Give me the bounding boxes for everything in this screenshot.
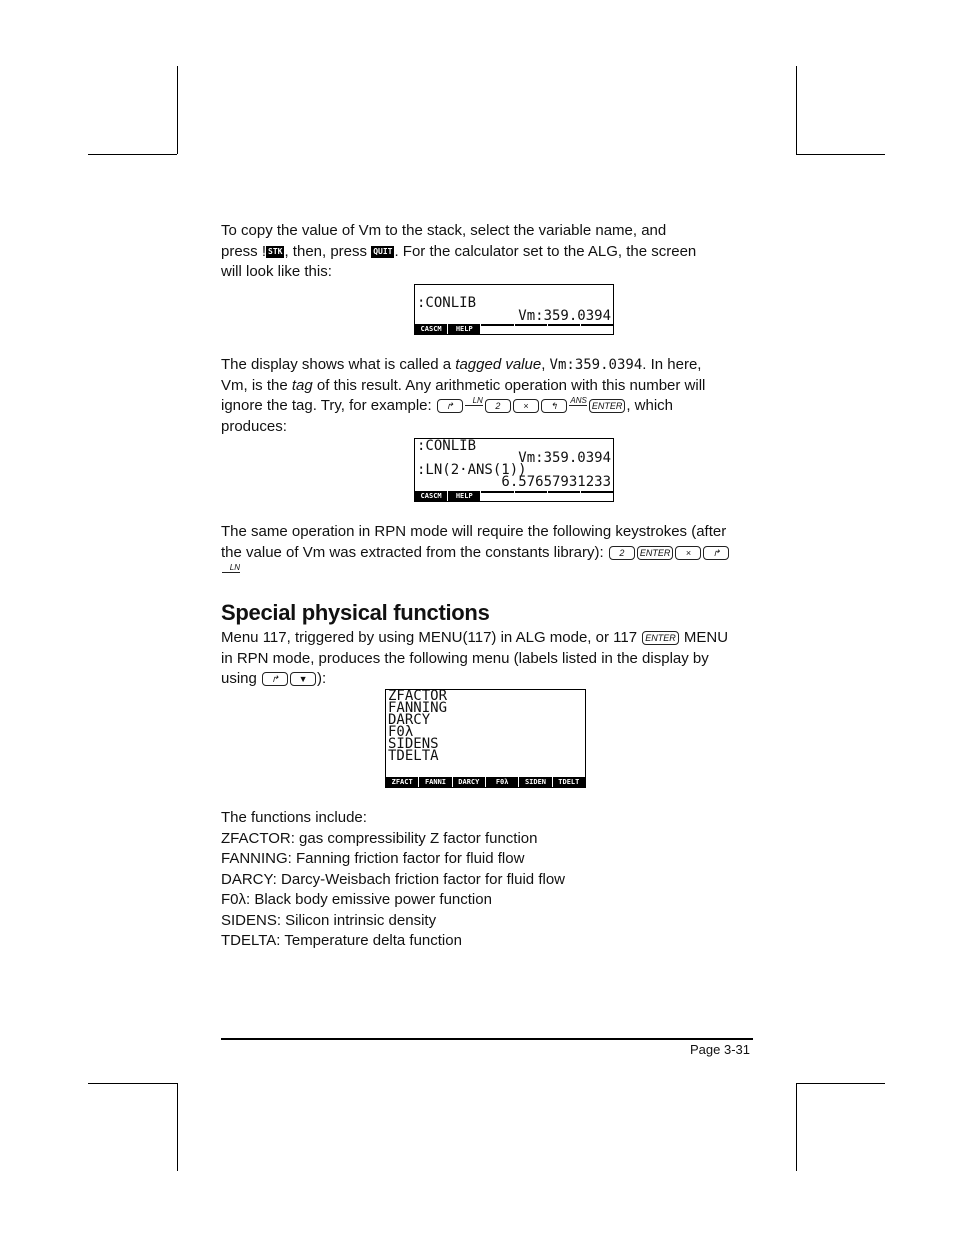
softkey-label: TDELT [553, 777, 585, 787]
times-key-icon: × [675, 546, 701, 560]
ln-shift-label: LN [222, 563, 240, 573]
crop-mark [796, 1083, 885, 1084]
crop-mark [88, 154, 177, 155]
enter-key-icon: ENTER [589, 399, 626, 413]
softkey-label: FANNI [419, 777, 451, 787]
list-item: F0λ: Black body emissive power function [221, 891, 492, 908]
text-fragment: of this result. Any arithmetic operation with this number will [312, 376, 706, 394]
screen-row: ZFACTOR [388, 689, 448, 704]
text-line [221, 563, 756, 584]
text-fragment: the value of Vm was extracted from the constants library): [221, 543, 608, 561]
crop-mark [796, 1083, 797, 1171]
text-fragment: press ! [221, 242, 267, 260]
softkey-label: CASCM [415, 324, 447, 334]
text-fragment: MENU [679, 629, 729, 646]
text-line: The same operation in RPN mode will require the following keystrokes (after [221, 523, 727, 540]
paragraph-tagged-value [221, 355, 756, 437]
softkey-label [548, 491, 580, 501]
calculator-screen-3 [385, 689, 586, 788]
text-fragment: Vm, is the [221, 376, 292, 394]
screen-row: 6.57657931233 [501, 474, 611, 490]
text-line: in RPN mode, produces the following menu (labels listed in the display by [221, 649, 709, 667]
crop-mark [88, 1083, 177, 1084]
stk-softkey-icon: STK [268, 246, 283, 256]
crop-mark [796, 154, 885, 155]
softkey-label: CASCM [415, 491, 447, 501]
softkey-label [481, 491, 513, 501]
list-item: DARCY: Darcy-Weisbach friction factor for fluid flow [221, 870, 565, 888]
calculator-screen-1 [414, 284, 614, 335]
two-key-icon: 2 [609, 546, 635, 560]
softkey-menu [386, 777, 585, 787]
screen-row: TDELTA [388, 748, 439, 764]
text-fragment: ): [317, 670, 327, 687]
text-line [221, 355, 756, 376]
text-line [221, 376, 756, 397]
tagged-value-code: Vm:359.0394 [549, 357, 643, 373]
screen-row: SIDENS [388, 736, 439, 752]
screen-row: F0λ [388, 724, 414, 740]
text-fragment: ignore the tag. Try, for example: [221, 397, 436, 414]
right-shift-key-icon: ↱ [437, 399, 463, 413]
list-item: SIDENS: Silicon intrinsic density [221, 911, 437, 929]
softkey-menu [415, 491, 613, 501]
screen-row: :CONLIB [417, 295, 477, 311]
list-item: FANNING: Fanning friction factor for fluid flow [221, 850, 525, 867]
text-fragment: The display shows what is called a [221, 356, 456, 373]
text-line: will look like this: [221, 263, 332, 280]
page-number: Page 3-31 [690, 1042, 750, 1057]
crop-mark [177, 1083, 178, 1171]
list-intro: The functions include: [221, 809, 367, 826]
softkey-label [581, 324, 613, 334]
crop-mark [177, 66, 178, 154]
softkey-menu [415, 324, 613, 334]
text-line: To copy the value of Vm to the stack, select the variable name, and [221, 222, 667, 239]
softkey-label: F0λ [486, 777, 518, 787]
enter-key-icon: ENTER [637, 546, 674, 560]
softkey-label: SIDEN [519, 777, 551, 787]
text-line [221, 396, 756, 417]
paragraph-menu-117 [221, 628, 756, 690]
screen-row: DARCY [388, 712, 431, 728]
list-item: ZFACTOR: gas compressibility Z factor function [221, 829, 538, 847]
paragraph-copy-value [221, 221, 756, 283]
screen-row: :CONLIB [417, 438, 477, 454]
text-emphasis: tag [291, 376, 313, 394]
softkey-label [515, 491, 547, 501]
text-line [221, 543, 756, 564]
softkey-label [581, 491, 613, 501]
ans-shift-label: ANS [570, 396, 587, 405]
paragraph-rpn-mode [221, 522, 756, 584]
text-fragment: , [541, 356, 550, 373]
section-heading: Special physical functions [221, 600, 490, 625]
ln-shift-label: LN [465, 396, 483, 406]
list-item: TDELTA: Temperature delta function [221, 932, 462, 949]
text-line [221, 628, 756, 649]
softkey-label [481, 324, 513, 334]
calculator-screen-2 [414, 438, 614, 502]
text-fragment: , then, press [284, 242, 372, 260]
softkey-label: ZFACT [386, 777, 418, 787]
softkey-label: HELP [448, 491, 480, 501]
softkey-label: HELP [448, 324, 480, 334]
right-shift-key-icon: ↱ [703, 546, 729, 560]
screen-row: FANNING [388, 700, 448, 716]
text-fragment: , which [626, 397, 674, 414]
text-line [221, 669, 756, 690]
quit-softkey-icon: QUIT [373, 246, 393, 256]
right-shift-key-icon: ↱ [262, 672, 288, 686]
times-key-icon: × [513, 399, 539, 413]
functions-list [221, 808, 756, 952]
text-fragment: . For the calculator set to the ALG, the screen [394, 242, 697, 260]
softkey-label [515, 324, 547, 334]
text-line: produces: [221, 417, 287, 435]
left-shift-key-icon: ↰ [541, 399, 567, 413]
text-line [221, 242, 756, 263]
screen-row: Vm:359.0394 [518, 450, 611, 466]
softkey-label: DARCY [453, 777, 485, 787]
screen-row: :LN(2·ANS(1)) [417, 462, 527, 478]
screen-row: Vm:359.0394 [518, 308, 611, 324]
footer-rule [221, 1038, 753, 1040]
crop-mark [796, 66, 797, 154]
text-emphasis: tagged value [455, 356, 542, 373]
text-fragment: using [221, 670, 262, 687]
text-fragment: Menu 117, triggered by using MENU(117) in ALG mode, or 117 [221, 629, 642, 646]
softkey-label [548, 324, 580, 334]
text-fragment: . In here, [642, 356, 702, 373]
down-arrow-key-icon: ▼ [290, 672, 316, 686]
two-key-icon: 2 [485, 399, 511, 413]
enter-key-icon: ENTER [642, 631, 679, 645]
